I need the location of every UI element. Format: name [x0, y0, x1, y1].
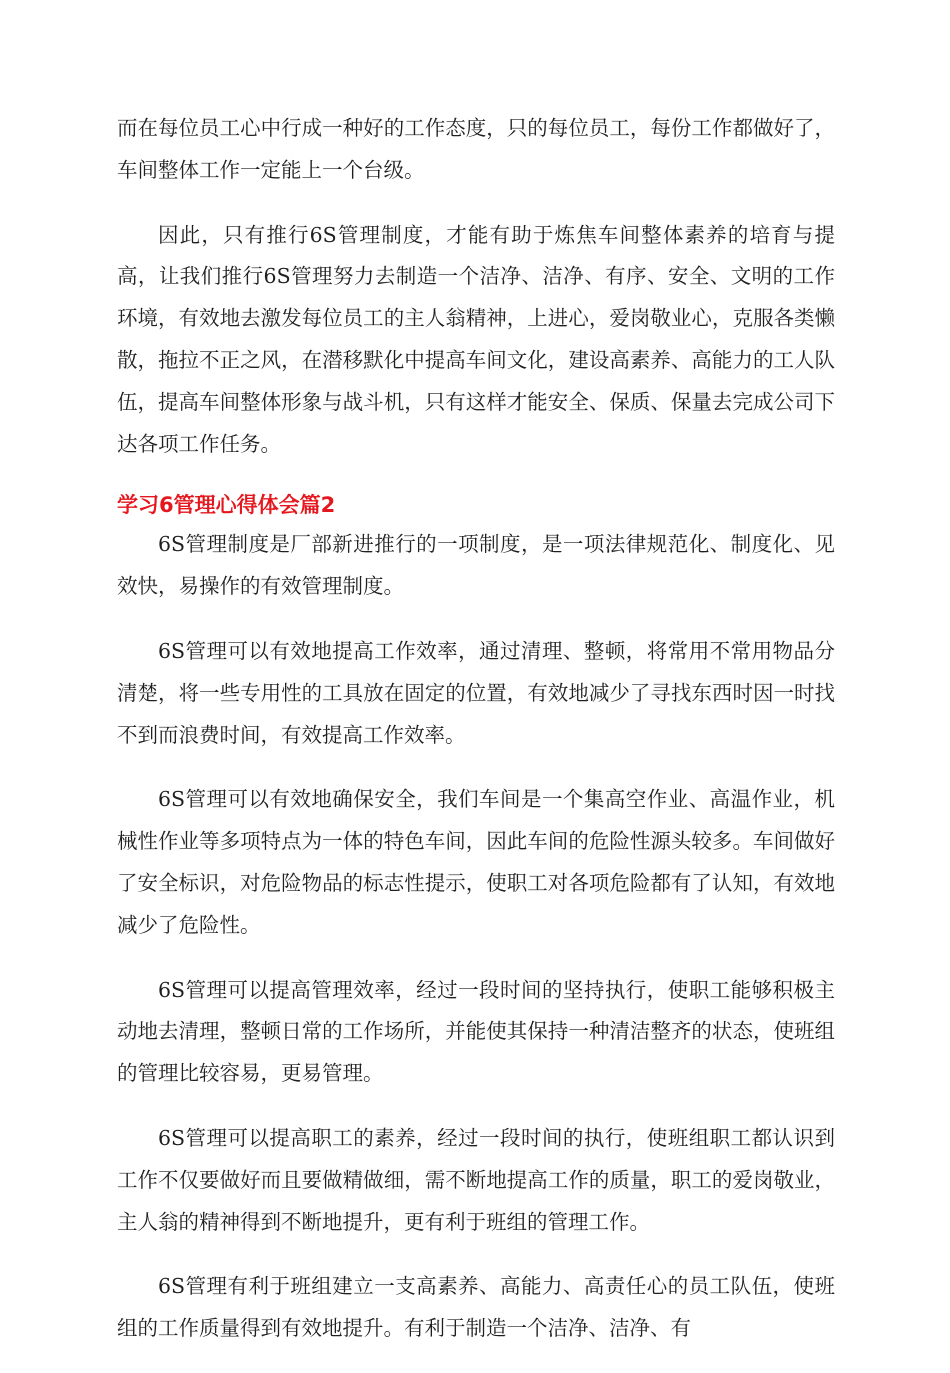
- body-paragraph: 6S管理可以提高职工的素养，经过一段时间的执行，使班组职工都认识到工作不仅要做好而且要做精做细，需不断地提高工作的质量，职工的爱岗敬业，主人翁的精神得到不断地提升，更有利于班组的管理工作。: [117, 1125, 835, 1234]
- document-page: [117, 108, 835, 1373]
- body-paragraph: 6S管理可以有效地提高工作效率，通过清理、整顿，将常用不常用物品分清楚，将一些专用性的工具放在固定的位置，有效地减少了寻找东西时因一时找不到而浪费时间，有效提高工作效率。: [117, 638, 835, 747]
- body-paragraph: 6S管理有利于班组建立一支高素养、高能力、高责任心的员工队伍，使班组的工作质量得到有效地提升。有利于制造一个洁净、洁净、有: [117, 1274, 835, 1341]
- body-paragraph: 6S管理可以有效地确保安全，我们车间是一个集高空作业、高温作业，机械性作业等多项特点为一体的特色车间，因此车间的危险性源头较多。车间做好了安全标识，对危险物品的标志性提示，使职工对各项危险都有了认知，有效地减少了危险性。: [117, 787, 835, 937]
- body-paragraph: 6S管理可以提高管理效率，经过一段时间的坚持执行，使职工能够积极主动地去清理，整顿日常的工作场所，并能使其保持一种清洁整齐的状态，使班组的管理比较容易，更易管理。: [117, 977, 835, 1086]
- section-heading: 学习6管理心得体会篇2: [117, 493, 336, 518]
- body-paragraph: 因此，只有推行6S管理制度，才能有助于炼焦车间整体素养的培育与提高，让我们推行6S管理努力去制造一个洁净、洁净、有序、安全、文明的工作环境，有效地去激发每位员工的主人翁精神，上进心，爱岗敬业心，克服各类懒散，拖拉不正之风，在潜移默化中提高车间文化，建设高素养、高能力的工人队伍，提高车间整体形象与战斗机，只有这样才能安全、保质、保量去完成公司下达各项工作任务。: [117, 222, 835, 456]
- body-paragraph: 而在每位员工心中行成一种好的工作态度，只的每位员工，每份工作都做好了，车间整体工作一定能上一个台级。: [117, 116, 835, 182]
- body-paragraph: 6S管理制度是厂部新进推行的一项制度，是一项法律规范化、制度化、见效快，易操作的有效管理制度。: [117, 532, 835, 599]
